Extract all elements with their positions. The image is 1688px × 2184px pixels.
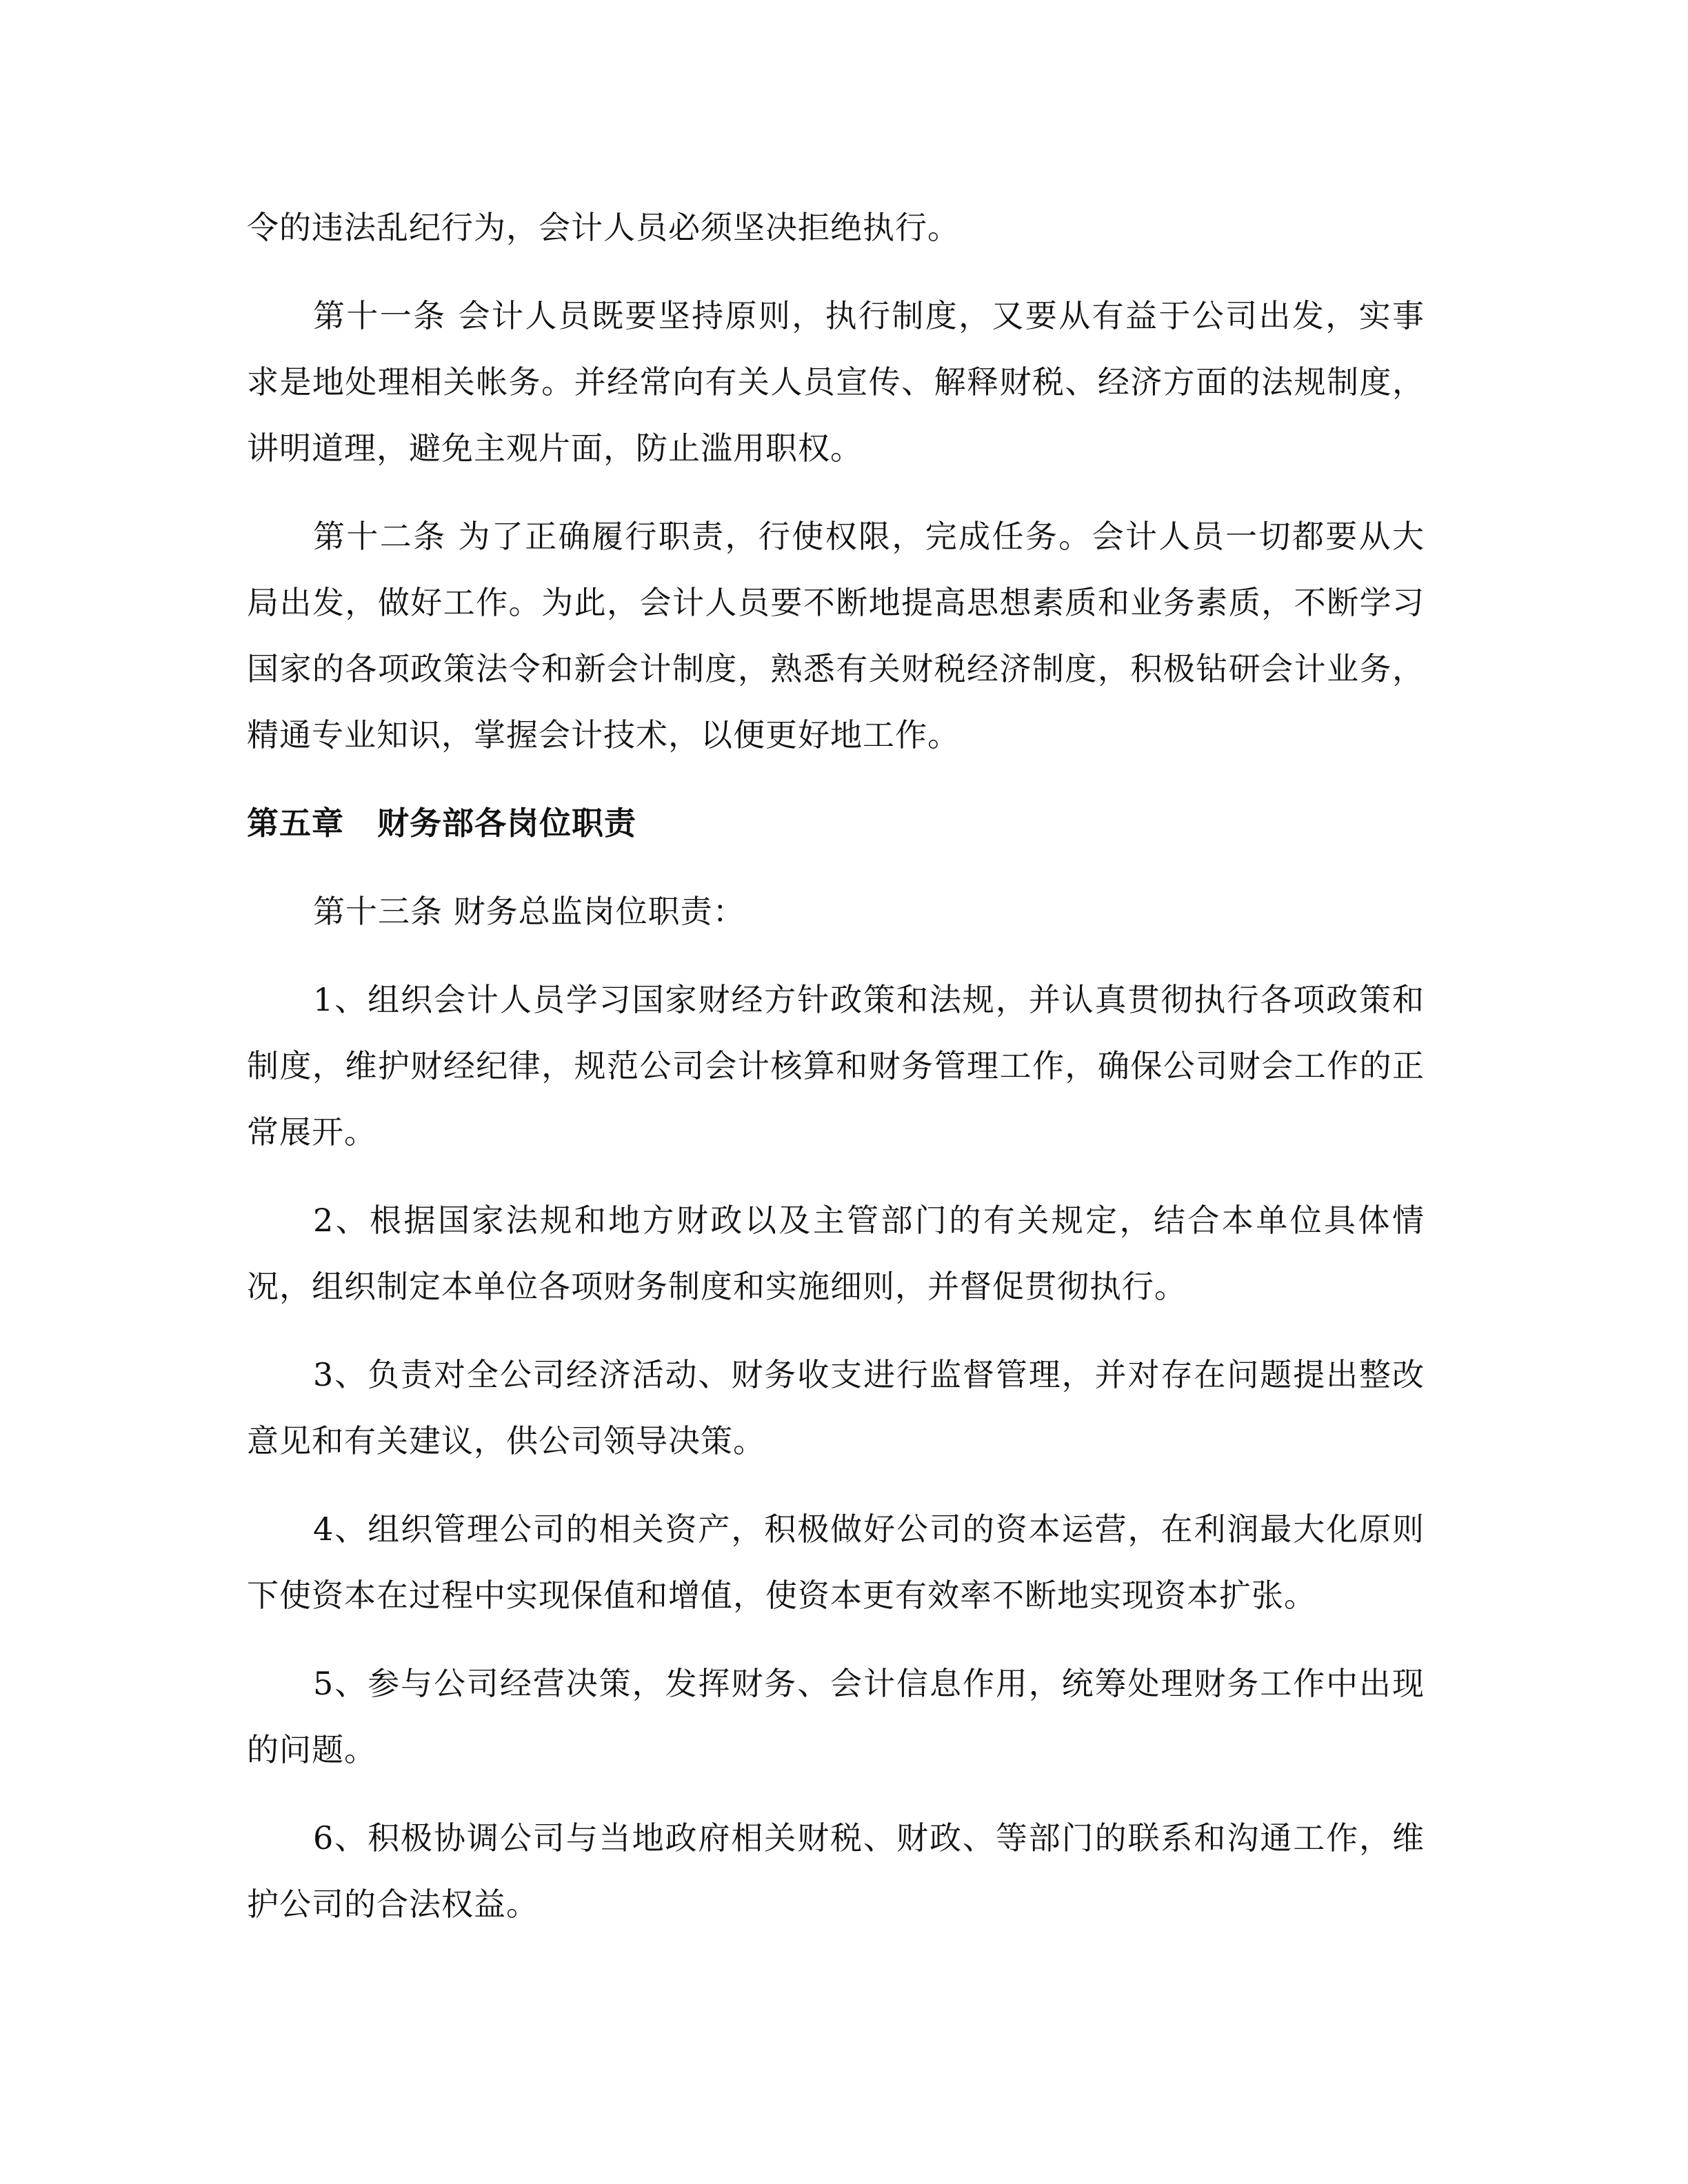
paragraph-intro: 令的违法乱纪行为，会计人员必须坚决拒绝执行。 — [247, 209, 960, 246]
chapter-5-title: 财务部各岗位职责 — [377, 805, 636, 842]
chapter-5-heading — [247, 790, 1425, 856]
chapter-5-number: 第五章 — [247, 805, 344, 842]
list-item-5: 5、参与公司经营决策，发挥财务、会计信息作用，统筹处理财务工作中出现的问题。 — [247, 1665, 1425, 1768]
article-11: 第十一条 会计人员既要坚持原则，执行制度，又要从有益于公司出发，实事求是地处理相关帐务。并经常向有关人员宣传、解释财税、经济方面的法规制度，讲明道理，避免主观片面，防止滥用职权。 — [247, 297, 1425, 467]
article-12: 第十二条 为了正确履行职责，行使权限，完成任务。会计人员一切都要从大局出发，做好工作。为此，会计人员要不断地提高思想素质和业务素质，不断学习国家的各项政策法令和新会计制度，熟悉有关财税经济制度，积极钻研会计业务，精通专业知识，掌握会计技术，以便更好地工作。 — [247, 518, 1425, 754]
list-item-3: 3、负责对全公司经济活动、财务收支进行监督管理，并对存在问题提出整改意见和有关建议，供公司领导决策。 — [247, 1356, 1425, 1459]
document-page — [247, 194, 1425, 1959]
list-item-1: 1、组织会计人员学习国家财经方针政策和法规，并认真贯彻执行各项政策和制度，维护财经纪律，规范公司会计核算和财务管理工作，确保公司财会工作的正常展开。 — [247, 981, 1425, 1151]
list-item-2: 2、根据国家法规和地方财政以及主管部门的有关规定，结合本单位具体情况，组织制定本单位各项财务制度和实施细则，并督促贯彻执行。 — [247, 1202, 1425, 1305]
list-item-6: 6、积极协调公司与当地政府相关财税、财政、等部门的联系和沟通工作，维护公司的合法权益。 — [247, 1819, 1425, 1923]
article-13: 第十三条 财务总监岗位职责： — [313, 893, 745, 930]
list-item-4: 4、组织管理公司的相关资产，积极做好公司的资本运营，在利润最大化原则下使资本在过程中实现保值和增值，使资本更有效率不断地实现资本扩张。 — [247, 1510, 1425, 1614]
